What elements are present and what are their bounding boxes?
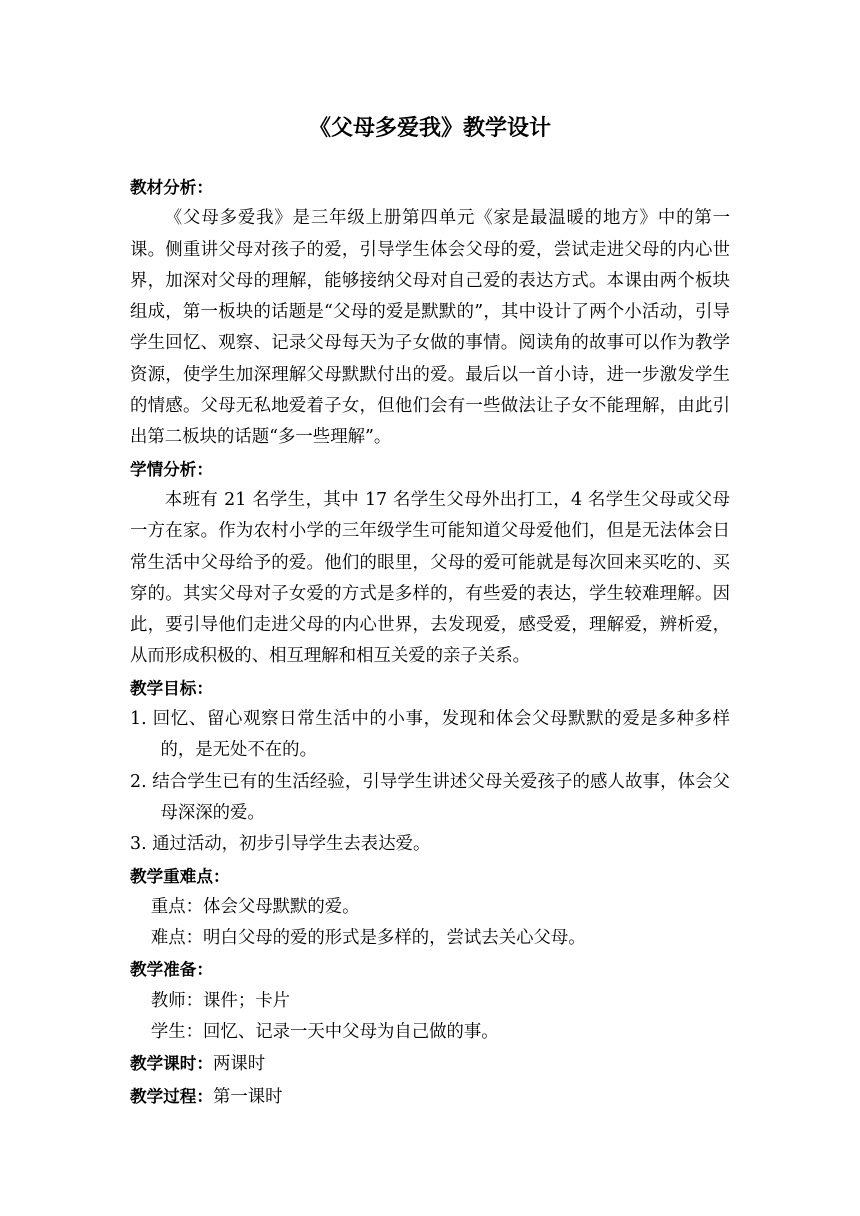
teaching-process-value: 第一课时 [212,1086,283,1107]
class-hours-value: 两课时 [212,1054,266,1075]
teaching-goal-item: 1. 回忆、留心观察日常生活中的小事，发现和体会父母默默的爱是多种多样的，是无处不在的。 [130,709,730,761]
teaching-goal-item: 2. 结合学生已有的生活经验，引导学生讲述父母关爱孩子的感人故事，体会父母深深的爱。 [130,771,730,823]
teaching-goals-heading: 教学目标： [130,678,213,698]
teaching-goal-item: 3. 通过活动，初步引导学生去表达爱。 [130,834,431,855]
student-analysis-text: 本班有 21 名学生，其中 17 名学生父母外出打工，4 名学生父母或父母一方在家。作为农村小学的三年级学生可能知道父母爱他们，但是无法体会日常生活中父母给予的爱。他们的眼里，父母的爱可能就是每次回来买吃的、买穿的。其实父母对子女爱的方式是多样的，有些爱的表达，学生较难理解。因此，要引导他们走进父母的内心世界，去发现爱，感受爱，理解爱，辨析爱，从而形成积极的、相互理解和相互关爱的亲子关系。 [130,489,730,667]
class-hours-row [130,1048,730,1080]
teaching-goals-list [130,704,730,860]
preparation-teacher: 教师：课件；卡片 [150,990,291,1011]
key-point-focus: 重点：体会父母默默的爱。 [150,896,360,917]
document-title: 《父母多爱我》教学设计 [308,116,551,141]
class-hours-heading: 教学课时： [130,1054,213,1074]
teaching-process-row [130,1081,730,1113]
preparation-student: 学生：回忆、记录一天中父母为自己做的事。 [150,1022,499,1043]
document-body [130,172,730,1113]
key-points-heading: 教学重难点： [130,866,230,886]
preparation-heading: 教学准备： [130,960,213,980]
material-analysis-heading: 教材分析： [130,178,213,197]
student-analysis-heading: 学情分析： [130,459,213,479]
key-point-difficulty: 难点：明白父母的爱的形式是多样的，尝试去关心父母。 [150,928,586,949]
material-analysis-text: 《父母多爱我》是三年级上册第四单元《家是最温暖的地方》中的第一课。侧重讲父母对孩子的爱，引导学生体会父母的爱，尝试走进父母的内心世界，加深对父母的理解，能够接纳父母对自己爱的表达方式。本课由两个板块组成，第一板块的话题是“父母的爱是默默的”，其中设计了两个小活动，引导学生回忆、观察、记录父母每天为子女做的事情。阅读角的故事可以作为教学资源，使学生加深理解父母默默付出的爱。最后以一首小诗，进一步激发学生的情感。父母无私地爱着子女，但他们会有一些做法让子女不能理解，由此引出第二板块的话题“多一些理解”。 [130,208,730,448]
teaching-process-heading: 教学过程： [130,1086,213,1106]
